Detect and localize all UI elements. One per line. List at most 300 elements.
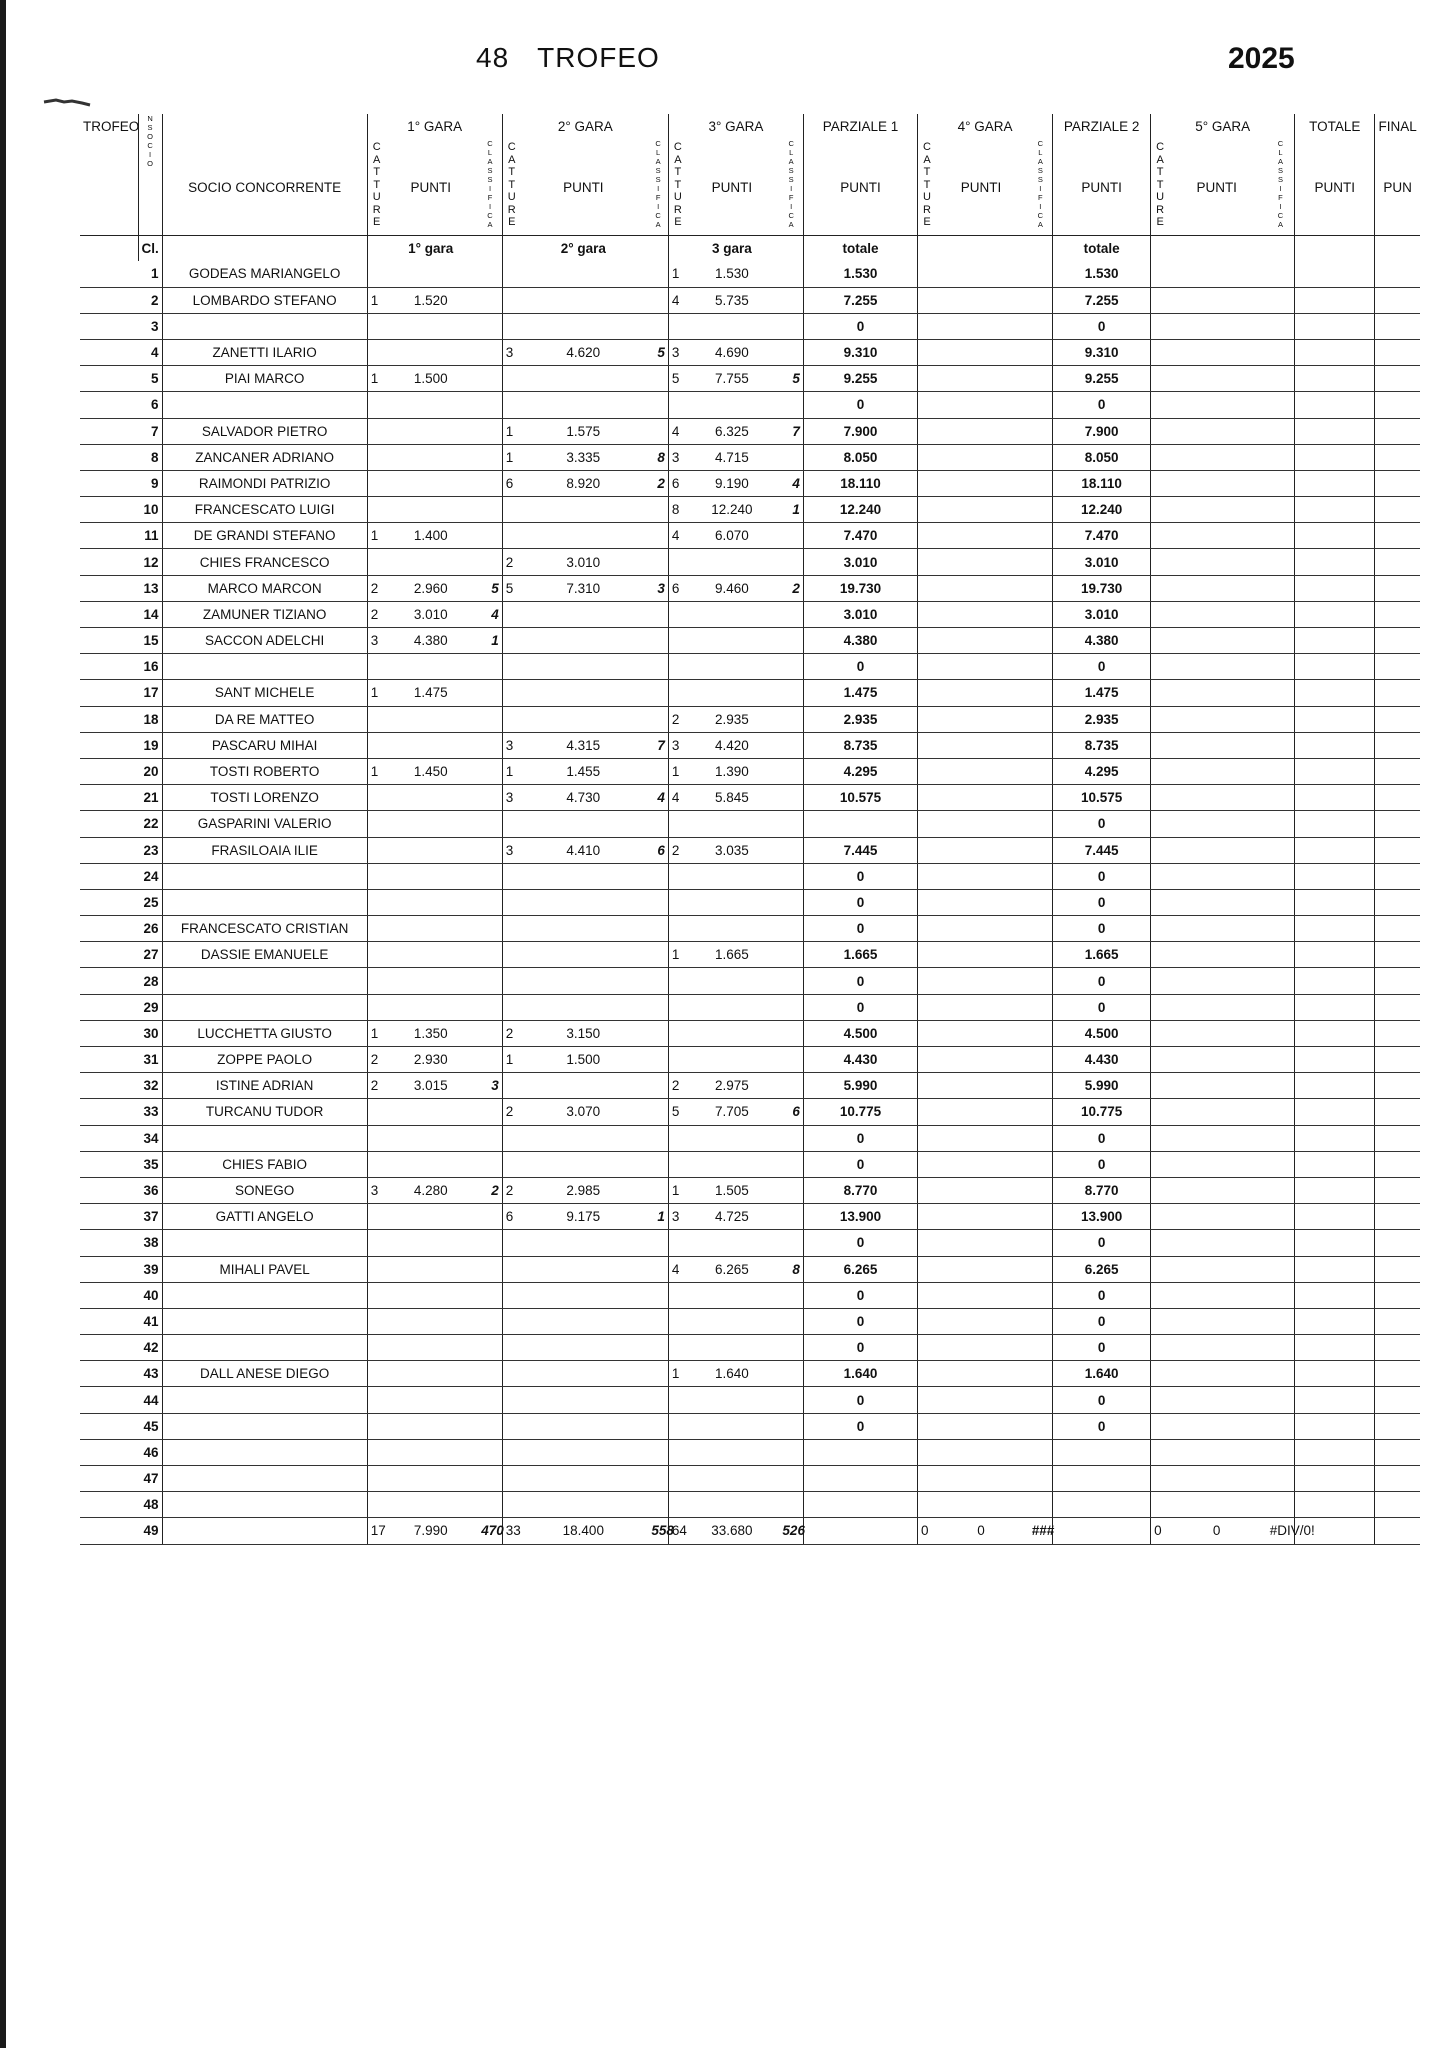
gara4-catture — [918, 1204, 934, 1230]
totale-header: TOTALE — [1295, 114, 1375, 139]
gara1-catture — [367, 732, 383, 758]
g3-classifica-header: C L A S S I F I C A — [788, 139, 794, 230]
table-row — [80, 1335, 1420, 1361]
row-number: 27 — [138, 942, 162, 968]
parziale2-total: 8.770 — [1053, 1177, 1151, 1203]
row-number: 41 — [138, 1308, 162, 1334]
gara4-catture — [918, 654, 934, 680]
gara2-punti — [518, 654, 648, 680]
gara3-classifica — [779, 1387, 803, 1413]
parziale1-total — [803, 1518, 917, 1544]
gara1-classifica — [478, 287, 502, 313]
gara2-classifica — [648, 261, 668, 287]
gara3-punti — [684, 1439, 779, 1465]
gara3-catture: 3 — [668, 444, 684, 470]
gara4-punti — [934, 1492, 1029, 1518]
participant-name: MIHALI PAVEL — [162, 1256, 367, 1282]
blank — [80, 1020, 138, 1046]
gara5-punti — [1167, 366, 1267, 392]
g3-catture-header: C A T T U R E — [668, 139, 684, 236]
gara5-punti — [1167, 1151, 1267, 1177]
finale-punti — [1375, 313, 1420, 339]
totale-punti — [1295, 1361, 1375, 1387]
gara1-catture — [367, 470, 383, 496]
row-number: 24 — [138, 863, 162, 889]
blank — [80, 1125, 138, 1151]
gara5-catture — [1151, 366, 1167, 392]
gara2-catture — [502, 1256, 518, 1282]
gara5-punti — [1167, 889, 1267, 915]
gara4-punti — [934, 1125, 1029, 1151]
gara2-classifica — [648, 1125, 668, 1151]
totale-punti — [1295, 811, 1375, 837]
gara1-punti — [383, 1466, 478, 1492]
gara1-punti: 4.280 — [383, 1177, 478, 1203]
gara1-classifica — [478, 1282, 502, 1308]
gara3-classifica — [779, 261, 803, 287]
gara2-catture — [502, 1466, 518, 1492]
gara2-classifica — [648, 1099, 668, 1125]
header-row-2 — [80, 139, 1420, 236]
gara5-classifica — [1267, 706, 1295, 732]
parziale2-total: 0 — [1053, 313, 1151, 339]
gara1-classifica — [478, 418, 502, 444]
parziale2-total: 3.010 — [1053, 549, 1151, 575]
blank — [80, 1308, 138, 1334]
gara2-classifica — [648, 1230, 668, 1256]
gara2-classifica: 6 — [648, 837, 668, 863]
gara5-catture — [1151, 1204, 1167, 1230]
gara4-punti — [934, 366, 1029, 392]
participant-name — [162, 1413, 367, 1439]
gara3-punti: 5.735 — [684, 287, 779, 313]
table-row — [80, 444, 1420, 470]
gara2-punti — [518, 1335, 648, 1361]
participant-name — [162, 1518, 367, 1544]
gara3-punti — [684, 1282, 779, 1308]
parziale2-total: 0 — [1053, 916, 1151, 942]
totale-punti — [1295, 1466, 1375, 1492]
gara2-classifica: 4 — [648, 785, 668, 811]
finale-punti — [1375, 1151, 1420, 1177]
gara4-catture — [918, 497, 934, 523]
row-number: 29 — [138, 994, 162, 1020]
score-sheet — [80, 114, 1420, 1545]
gara5-catture — [1151, 811, 1167, 837]
gara2-classifica — [648, 392, 668, 418]
gara3-classifica — [779, 523, 803, 549]
gara2-punti — [518, 680, 648, 706]
participant-name: ZAMUNER TIZIANO — [162, 601, 367, 627]
gara5-classifica — [1267, 732, 1295, 758]
gara2-punti: 4.620 — [518, 339, 648, 365]
parziale1-total: 4.430 — [803, 1047, 917, 1073]
gara3-punti: 4.690 — [684, 339, 779, 365]
blank — [80, 1177, 138, 1203]
gara2-classifica — [648, 758, 668, 784]
gara2-classifica — [648, 1282, 668, 1308]
gara4-punti — [934, 1047, 1029, 1073]
gara4-catture — [918, 994, 934, 1020]
finale-punti — [1375, 366, 1420, 392]
gara4-classifica — [1029, 889, 1053, 915]
gara1-header: 1° GARA — [367, 114, 502, 139]
gara2-punti — [518, 1361, 648, 1387]
row-number: 28 — [138, 968, 162, 994]
gara1-catture — [367, 418, 383, 444]
page-title — [476, 42, 660, 74]
blank — [80, 732, 138, 758]
parziale2-total: 0 — [1053, 1282, 1151, 1308]
gara3-punti: 9.460 — [684, 575, 779, 601]
participant-name: ZANCANER ADRIANO — [162, 444, 367, 470]
gara3-catture — [668, 1335, 684, 1361]
gara5-catture — [1151, 968, 1167, 994]
gara2-catture: 2 — [502, 549, 518, 575]
parziale2-total: 6.265 — [1053, 1256, 1151, 1282]
gara2-punti: 4.315 — [518, 732, 648, 758]
gara1-classifica — [478, 680, 502, 706]
gara5-punti — [1167, 628, 1267, 654]
gara1-punti: 2.960 — [383, 575, 478, 601]
blank — [80, 1439, 138, 1465]
row-number: 20 — [138, 758, 162, 784]
totale-punti — [1295, 366, 1375, 392]
gara2-punti — [518, 1073, 648, 1099]
gara4-classifica — [1029, 1466, 1053, 1492]
score-table — [80, 114, 1420, 1545]
parziale2-total: 0 — [1053, 1125, 1151, 1151]
row-number: 18 — [138, 706, 162, 732]
gara4-classifica — [1029, 942, 1053, 968]
gara2-classifica — [648, 549, 668, 575]
gara5-classifica — [1267, 1413, 1295, 1439]
gara5-classifica — [1267, 942, 1295, 968]
gara3-catture: 2 — [668, 706, 684, 732]
finale-punti — [1375, 968, 1420, 994]
row-number: 37 — [138, 1204, 162, 1230]
parziale2-total — [1053, 1492, 1151, 1518]
gara2-punti — [518, 994, 648, 1020]
blank — [80, 601, 138, 627]
gara5-punti — [1167, 785, 1267, 811]
totale-punti — [1295, 313, 1375, 339]
gara3-catture — [668, 1125, 684, 1151]
gara1-punti — [383, 549, 478, 575]
gara2-punti — [518, 1256, 648, 1282]
gara1-classifica — [478, 470, 502, 496]
gara2-classifica — [648, 1387, 668, 1413]
gara4-classifica — [1029, 758, 1053, 784]
gara5-classifica — [1267, 549, 1295, 575]
gara1-catture — [367, 549, 383, 575]
gara5-classifica: #DIV/0! — [1267, 1518, 1295, 1544]
gara5-classifica — [1267, 1125, 1295, 1151]
parziale2-total: 0 — [1053, 1151, 1151, 1177]
gara3-classifica — [779, 287, 803, 313]
finale-punti — [1375, 811, 1420, 837]
gara3-classifica — [779, 549, 803, 575]
gara2-punti: 18.400 — [518, 1518, 648, 1544]
gara3-catture — [668, 1230, 684, 1256]
parziale1-total: 9.310 — [803, 339, 917, 365]
gara1-punti — [383, 339, 478, 365]
gara4-catture — [918, 1387, 934, 1413]
table-row — [80, 1256, 1420, 1282]
parziale2-total: 10.575 — [1053, 785, 1151, 811]
row-number: 34 — [138, 1125, 162, 1151]
gara4-punti — [934, 313, 1029, 339]
gara1-classifica — [478, 837, 502, 863]
gara2-catture — [502, 1413, 518, 1439]
gara2-catture: 3 — [502, 837, 518, 863]
totale-punti — [1295, 1413, 1375, 1439]
gara4-catture — [918, 261, 934, 287]
parziale2-total: 0 — [1053, 994, 1151, 1020]
gara2-punti — [518, 1308, 648, 1334]
gara2-classifica — [648, 418, 668, 444]
participant-name: ZANETTI ILARIO — [162, 339, 367, 365]
gara2-punti: 3.070 — [518, 1099, 648, 1125]
row-number: 33 — [138, 1099, 162, 1125]
row-number: 12 — [138, 549, 162, 575]
totale-punti — [1295, 863, 1375, 889]
gara5-catture — [1151, 601, 1167, 627]
table-row — [80, 287, 1420, 313]
table-row — [80, 994, 1420, 1020]
row-number: 22 — [138, 811, 162, 837]
gara4-classifica — [1029, 339, 1053, 365]
gara4-catture — [918, 1335, 934, 1361]
gara2-catture: 2 — [502, 1177, 518, 1203]
gara3-punti: 1.640 — [684, 1361, 779, 1387]
row-number: 15 — [138, 628, 162, 654]
gara4-classifica — [1029, 680, 1053, 706]
gara1-classifica: 4 — [478, 601, 502, 627]
totale-punti — [1295, 1204, 1375, 1230]
gara3-punti — [684, 1387, 779, 1413]
totale-punti — [1295, 1308, 1375, 1334]
blank — [80, 811, 138, 837]
blank — [80, 261, 138, 287]
gara3-punti — [684, 916, 779, 942]
gara5-punti — [1167, 968, 1267, 994]
gara2-punti — [518, 628, 648, 654]
gara1-classifica — [478, 444, 502, 470]
gara5-punti — [1167, 497, 1267, 523]
gara3-punti — [684, 1151, 779, 1177]
gara1-catture — [367, 1151, 383, 1177]
gara3-classifica — [779, 680, 803, 706]
gara3-classifica — [779, 339, 803, 365]
gara1-catture — [367, 1439, 383, 1465]
participant-name — [162, 1308, 367, 1334]
table-row — [80, 313, 1420, 339]
gara4-classifica — [1029, 1204, 1053, 1230]
gara1-catture — [367, 1308, 383, 1334]
finale-punti — [1375, 287, 1420, 313]
gara2-classifica — [648, 1492, 668, 1518]
gara3-catture — [668, 811, 684, 837]
parziale1-total: 0 — [803, 1413, 917, 1439]
gara1-catture — [367, 863, 383, 889]
gara2-punti — [518, 968, 648, 994]
gara4-punti — [934, 1335, 1029, 1361]
finale-punti — [1375, 1047, 1420, 1073]
gara4-punti — [934, 837, 1029, 863]
gara4-punti — [934, 1177, 1029, 1203]
gara5-punti — [1167, 1387, 1267, 1413]
gara2-catture — [502, 313, 518, 339]
gara1-catture — [367, 1413, 383, 1439]
gara4-catture — [918, 549, 934, 575]
gara2-catture: 1 — [502, 444, 518, 470]
gara1-punti: 1.475 — [383, 680, 478, 706]
gara4-punti — [934, 916, 1029, 942]
totale-punti — [1295, 339, 1375, 365]
parziale2-total: 1.530 — [1053, 261, 1151, 287]
gara5-punti — [1167, 1204, 1267, 1230]
blank — [80, 1361, 138, 1387]
gara5-punti — [1167, 811, 1267, 837]
gara5-classifica — [1267, 654, 1295, 680]
row-number: 8 — [138, 444, 162, 470]
gara3-punti — [684, 1047, 779, 1073]
gara4-punti — [934, 1387, 1029, 1413]
gara1-punti — [383, 942, 478, 968]
gara5-classifica — [1267, 994, 1295, 1020]
gara4-classifica — [1029, 968, 1053, 994]
gara3-punti: 2.935 — [684, 706, 779, 732]
totale-punti — [1295, 1492, 1375, 1518]
finale-punti — [1375, 549, 1420, 575]
gara4-punti — [934, 339, 1029, 365]
blank — [80, 1047, 138, 1073]
table-row — [80, 732, 1420, 758]
parziale1-total: 4.500 — [803, 1020, 917, 1046]
gara2-punti: 3.335 — [518, 444, 648, 470]
parziale1-total: 7.900 — [803, 418, 917, 444]
gara1-punti — [383, 1387, 478, 1413]
gara1-catture — [367, 654, 383, 680]
socio-header: SOCIO CONCORRENTE — [162, 139, 367, 236]
gara1-classifica: 2 — [478, 1177, 502, 1203]
gara5-classifica — [1267, 863, 1295, 889]
gara5-catture — [1151, 785, 1167, 811]
gara1-catture: 1 — [367, 680, 383, 706]
gara5-classifica — [1267, 680, 1295, 706]
gara4-classifica — [1029, 470, 1053, 496]
participant-name: RAIMONDI PATRIZIO — [162, 470, 367, 496]
gara2-catture — [502, 1335, 518, 1361]
gara2-classifica — [648, 497, 668, 523]
totale-punti — [1295, 680, 1375, 706]
gara5-classifica — [1267, 1466, 1295, 1492]
gara3-punti — [684, 1335, 779, 1361]
totale-punti — [1295, 889, 1375, 915]
gara3-punti: 1.665 — [684, 942, 779, 968]
gara2-catture — [502, 994, 518, 1020]
gara3-catture — [668, 1020, 684, 1046]
blank — [80, 968, 138, 994]
gara4-catture — [918, 313, 934, 339]
gara5-catture — [1151, 1439, 1167, 1465]
gara5-catture — [1151, 1099, 1167, 1125]
parziale1-total: 9.255 — [803, 366, 917, 392]
gara4-classifica — [1029, 628, 1053, 654]
totale-punti — [1295, 1047, 1375, 1073]
parziale1-total: 4.380 — [803, 628, 917, 654]
gara1-catture: 17 — [367, 1518, 383, 1544]
participant-name: PIAI MARCO — [162, 366, 367, 392]
gara3-classifica — [779, 1361, 803, 1387]
gara4-classifica — [1029, 575, 1053, 601]
row-number: 7 — [138, 418, 162, 444]
gara3-punti — [684, 1308, 779, 1334]
gara4-classifica — [1029, 444, 1053, 470]
row-number: 9 — [138, 470, 162, 496]
g4-catture-header: C A T T U R E — [918, 139, 934, 236]
gara3-catture — [668, 1047, 684, 1073]
row-number: 43 — [138, 1361, 162, 1387]
gara2-classifica — [648, 1308, 668, 1334]
gara4-catture — [918, 680, 934, 706]
finale-punti — [1375, 1492, 1420, 1518]
gara3-catture — [668, 1466, 684, 1492]
gara2-classifica — [648, 994, 668, 1020]
blank — [80, 339, 138, 365]
gara1-punti: 1.500 — [383, 366, 478, 392]
gara5-punti — [1167, 1413, 1267, 1439]
gara2-punti: 9.175 — [518, 1204, 648, 1230]
gara5-catture — [1151, 1256, 1167, 1282]
table-row — [80, 1151, 1420, 1177]
gara1-catture: 3 — [367, 628, 383, 654]
n-socio-header: N S O C I O — [138, 114, 162, 236]
gara3-punti — [684, 549, 779, 575]
gara2-punti: 3.010 — [518, 549, 648, 575]
gara2-catture — [502, 628, 518, 654]
gara4-catture — [918, 392, 934, 418]
gara3-punti: 5.845 — [684, 785, 779, 811]
parziale2-total: 4.295 — [1053, 758, 1151, 784]
participant-name: LOMBARDO STEFANO — [162, 287, 367, 313]
blank — [80, 418, 138, 444]
parziale2-total — [1053, 1518, 1151, 1544]
gara3-catture — [668, 1492, 684, 1518]
gara5-classifica — [1267, 1177, 1295, 1203]
gara2-classifica — [648, 1413, 668, 1439]
gara3-catture — [668, 889, 684, 915]
parziale1-total — [803, 1492, 917, 1518]
parziale2-total: 7.255 — [1053, 287, 1151, 313]
gara2-catture — [502, 1361, 518, 1387]
cl-header: Cl. — [138, 236, 162, 262]
finale-punti — [1375, 1518, 1420, 1544]
gara4-classifica — [1029, 863, 1053, 889]
totale-punti — [1295, 470, 1375, 496]
row-number: 40 — [138, 1282, 162, 1308]
totale-punti — [1295, 1099, 1375, 1125]
gara2-punti: 4.410 — [518, 837, 648, 863]
gara4-punti — [934, 418, 1029, 444]
gara2-punti — [518, 916, 648, 942]
gara1-punti — [383, 497, 478, 523]
gara3-punti: 6.070 — [684, 523, 779, 549]
gara3-catture: 1 — [668, 1361, 684, 1387]
gara1-classifica — [478, 339, 502, 365]
gara4-catture: 0 — [918, 1518, 934, 1544]
